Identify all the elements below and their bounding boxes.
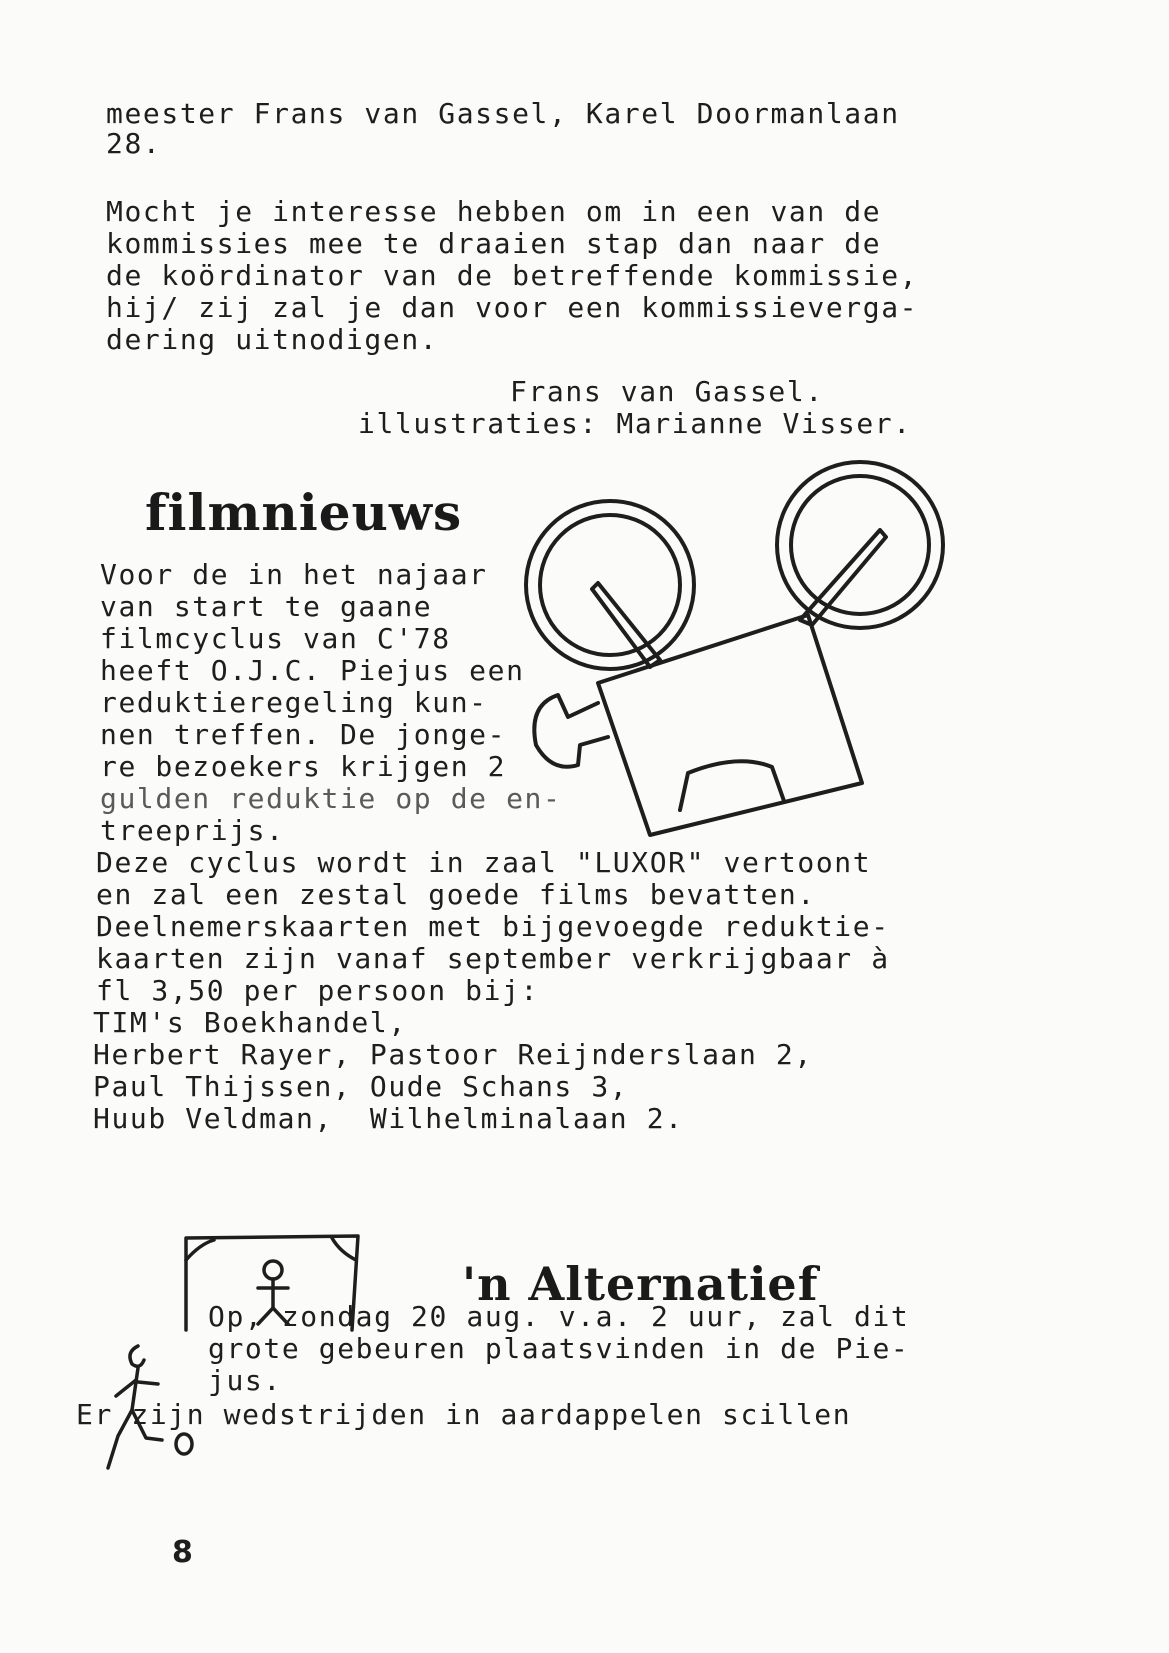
filmnieuws-line: nen treffen. De jonge-	[100, 718, 507, 751]
kommissies-line: de koördinator van de betreffende kommissie,	[106, 259, 919, 292]
kommissies-line: dering uitnodigen.	[106, 323, 439, 356]
filmnieuws-line: heeft O.J.C. Piejus een	[100, 654, 525, 687]
filmnieuws-line: filmcyclus van C'78	[100, 622, 451, 655]
alternatief-line: jus.	[208, 1364, 282, 1397]
filmnieuws-line: en zal een zestal goede films bevatten.	[96, 878, 816, 911]
kommissies-line: kommissies mee te draaien stap dan naar de	[106, 227, 882, 260]
camera-lens	[534, 695, 608, 767]
intro-line: 28.	[106, 127, 162, 160]
filmnieuws-line: Paul Thijssen, Oude Schans 3,	[93, 1070, 629, 1103]
filmnieuws-line: TIM's Boekhandel,	[93, 1006, 407, 1039]
intro-line: meester Frans van Gassel, Karel Doormanlaan	[106, 97, 900, 130]
filmnieuws-line: van start te gaane	[100, 590, 433, 623]
alternatief-heading: 'n Alternatief	[462, 1257, 819, 1311]
filmnieuws-line: re bezoekers krijgen 2	[100, 750, 507, 783]
film-camera-illustration	[500, 455, 960, 845]
illustrations-credit: illustraties: Marianne Visser.	[358, 407, 912, 440]
filmnieuws-line: Deelnemerskaarten met bijgevoegde reduktie-	[96, 910, 890, 943]
filmnieuws-line: reduktieregeling kun-	[100, 686, 488, 719]
filmnieuws-line: kaarten zijn vanaf september verkrijgbaar à	[96, 942, 890, 975]
kommissies-line: Mocht je interesse hebben om in een van de	[106, 195, 882, 228]
filmnieuws-line: treeprijs.	[100, 814, 285, 847]
filmnieuws-line: Voor de in het najaar	[100, 558, 488, 591]
film-reel-left	[526, 501, 694, 669]
alternatief-line: Er zijn wedstrijden in aardappelen scillen	[76, 1398, 852, 1431]
film-reel-right	[777, 462, 943, 628]
filmnieuws-line: Deze cyclus wordt in zaal "LUXOR" vertoont	[96, 846, 872, 879]
alternatief-line: Op, zondag 20 aug. v.a. 2 uur, zal dit	[208, 1300, 910, 1333]
filmnieuws-line: fl 3,50 per persoon bij:	[96, 974, 539, 1007]
signature: Frans van Gassel.	[510, 375, 824, 408]
kommissies-line: hij/ zij zal je dan voor een kommissieverga-	[106, 291, 919, 324]
page-number: 8	[172, 1535, 193, 1570]
alternatief-line: grote gebeuren plaatsvinden in de Pie-	[208, 1332, 910, 1365]
filmnieuws-line: Huub Veldman, Wilhelminalaan 2.	[93, 1102, 684, 1135]
filmnieuws-line: gulden reduktie op de en-	[100, 782, 562, 815]
filmnieuws-heading: filmnieuws	[145, 483, 463, 542]
filmnieuws-line: Herbert Rayer, Pastoor Reijnderslaan 2,	[93, 1038, 813, 1071]
